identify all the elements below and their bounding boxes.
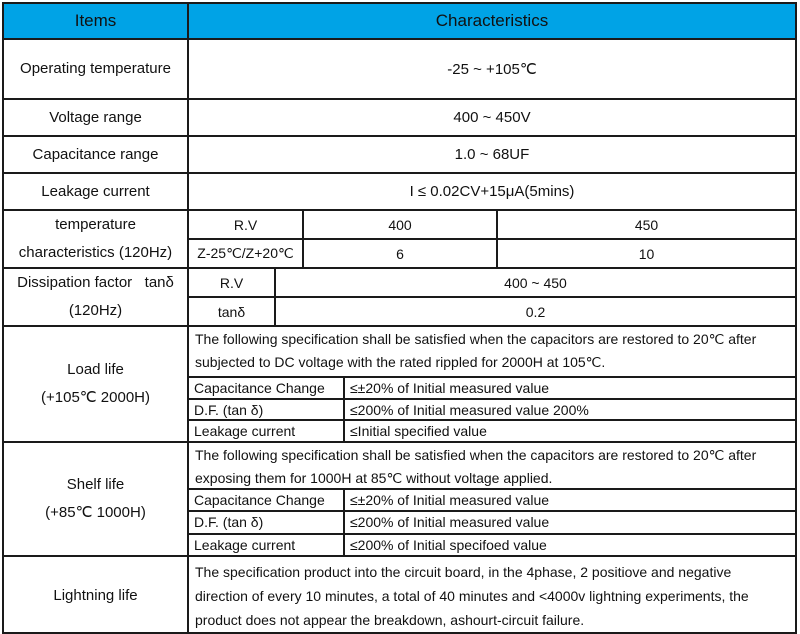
shelf-life-description: The following specification shall be satisfied when the capacitors are restored to 20℃ after exposing them for 1000H at 85℃ without voltage applied. <box>189 443 795 490</box>
subtable-value: ≤Initial specified value <box>350 423 487 440</box>
subtable-label: R.V <box>189 269 276 296</box>
subtable-value-450: 10 <box>638 245 655 262</box>
subtable-row-leakage-current <box>189 421 795 441</box>
item-value: I ≤ 0.02CV+15μA(5mins) <box>409 183 575 200</box>
item-label <box>4 211 189 267</box>
row-leakage-current <box>4 174 795 211</box>
item-label: Capacitance range <box>4 137 189 172</box>
subtable-value: ≤200% of Initial specifoed value <box>350 536 547 553</box>
subtable-value: 0.2 <box>525 303 546 320</box>
load-life-description: The following specification shall be satisfied when the capacitors are restored to 20℃ after subjected to DC voltage with the rated rippled for 2000H at 105℃. <box>189 327 795 378</box>
item-label <box>4 327 189 441</box>
row-capacitance-range <box>4 137 795 174</box>
header-characteristics: Characteristics <box>435 11 549 30</box>
temperature-characteristics-subtable <box>189 211 795 267</box>
item-label <box>4 443 189 555</box>
subtable-label: Capacitance Change <box>189 378 345 398</box>
item-label: Operating temperature <box>4 40 189 98</box>
subtable-row-rv <box>189 211 795 240</box>
item-value: 1.0 ~ 68UF <box>454 146 530 163</box>
lightning-life-description: The specification product into the circuit board, in the 4phase, 2 positiove and negative direction of every 10 minutes, a total of 40 minutes and <4000v lightning experiments, the product does not appear the breakdown, ashourt-circuit failure. <box>195 564 749 628</box>
table-header-row <box>4 4 795 40</box>
item-label <box>4 269 189 325</box>
subtable-value: ≤±20% of Initial measured value <box>350 492 550 509</box>
row-shelf-life <box>4 443 795 557</box>
subtable-label: D.F. (tan δ) <box>189 512 345 532</box>
subtable-value-450: 450 <box>634 216 659 233</box>
row-load-life <box>4 327 795 443</box>
subtable-value: ≤200% of Initial measured value 200% <box>350 401 589 418</box>
item-label-line2: (120Hz) <box>68 302 123 319</box>
dissipation-factor-subtable <box>189 269 795 325</box>
subtable-row-df <box>189 512 795 534</box>
row-operating-temperature <box>4 40 795 100</box>
item-value: 400 ~ 450V <box>453 109 531 126</box>
subtable-row-impedance <box>189 240 795 267</box>
subtable-label: Capacitance Change <box>189 490 345 510</box>
item-label-line1: Dissipation factor tanδ <box>17 274 174 291</box>
subtable-label: R.V <box>189 211 304 238</box>
subtable-row-capacitance-change <box>189 378 795 400</box>
item-value: -25 ~ +105℃ <box>447 61 537 78</box>
item-label-line2: (+85℃ 1000H) <box>45 504 146 521</box>
subtable-label: Leakage current <box>189 421 345 441</box>
subtable-label: Z-25℃/Z+20℃ <box>189 240 304 267</box>
subtable-row-df <box>189 400 795 422</box>
subtable-row-tan <box>189 298 795 325</box>
header-items: Items <box>4 4 189 38</box>
subtable-row-rv <box>189 269 795 298</box>
item-label-line1: Shelf life <box>66 476 125 493</box>
item-label-line1: temperature <box>55 216 136 233</box>
row-temperature-characteristics <box>4 211 795 269</box>
subtable-label: tanδ <box>189 298 276 325</box>
item-label: Voltage range <box>4 100 189 135</box>
shelf-life-subtable <box>189 443 795 555</box>
subtable-value: ≤200% of Initial measured value <box>350 514 550 531</box>
item-label-line1: Load life <box>67 361 124 378</box>
subtable-label: D.F. (tan δ) <box>189 400 345 420</box>
load-life-subtable <box>189 327 795 441</box>
subtable-row-leakage-current <box>189 535 795 555</box>
row-dissipation-factor <box>4 269 795 327</box>
subtable-value: ≤±20% of Initial measured value <box>350 379 550 396</box>
row-voltage-range <box>4 100 795 137</box>
row-lightning-life <box>4 557 795 634</box>
item-label: Lightning life <box>4 557 189 634</box>
subtable-label: Leakage current <box>189 535 345 555</box>
item-label: Leakage current <box>4 174 189 209</box>
spec-table <box>2 2 797 634</box>
subtable-value-400: 6 <box>304 240 498 267</box>
item-label-line2: (+105℃ 2000H) <box>41 389 150 406</box>
subtable-row-capacitance-change <box>189 490 795 512</box>
subtable-value: 400 ~ 450 <box>504 274 567 291</box>
item-label-line2: characteristics (120Hz) <box>18 244 173 261</box>
subtable-value-400: 400 <box>304 211 498 238</box>
